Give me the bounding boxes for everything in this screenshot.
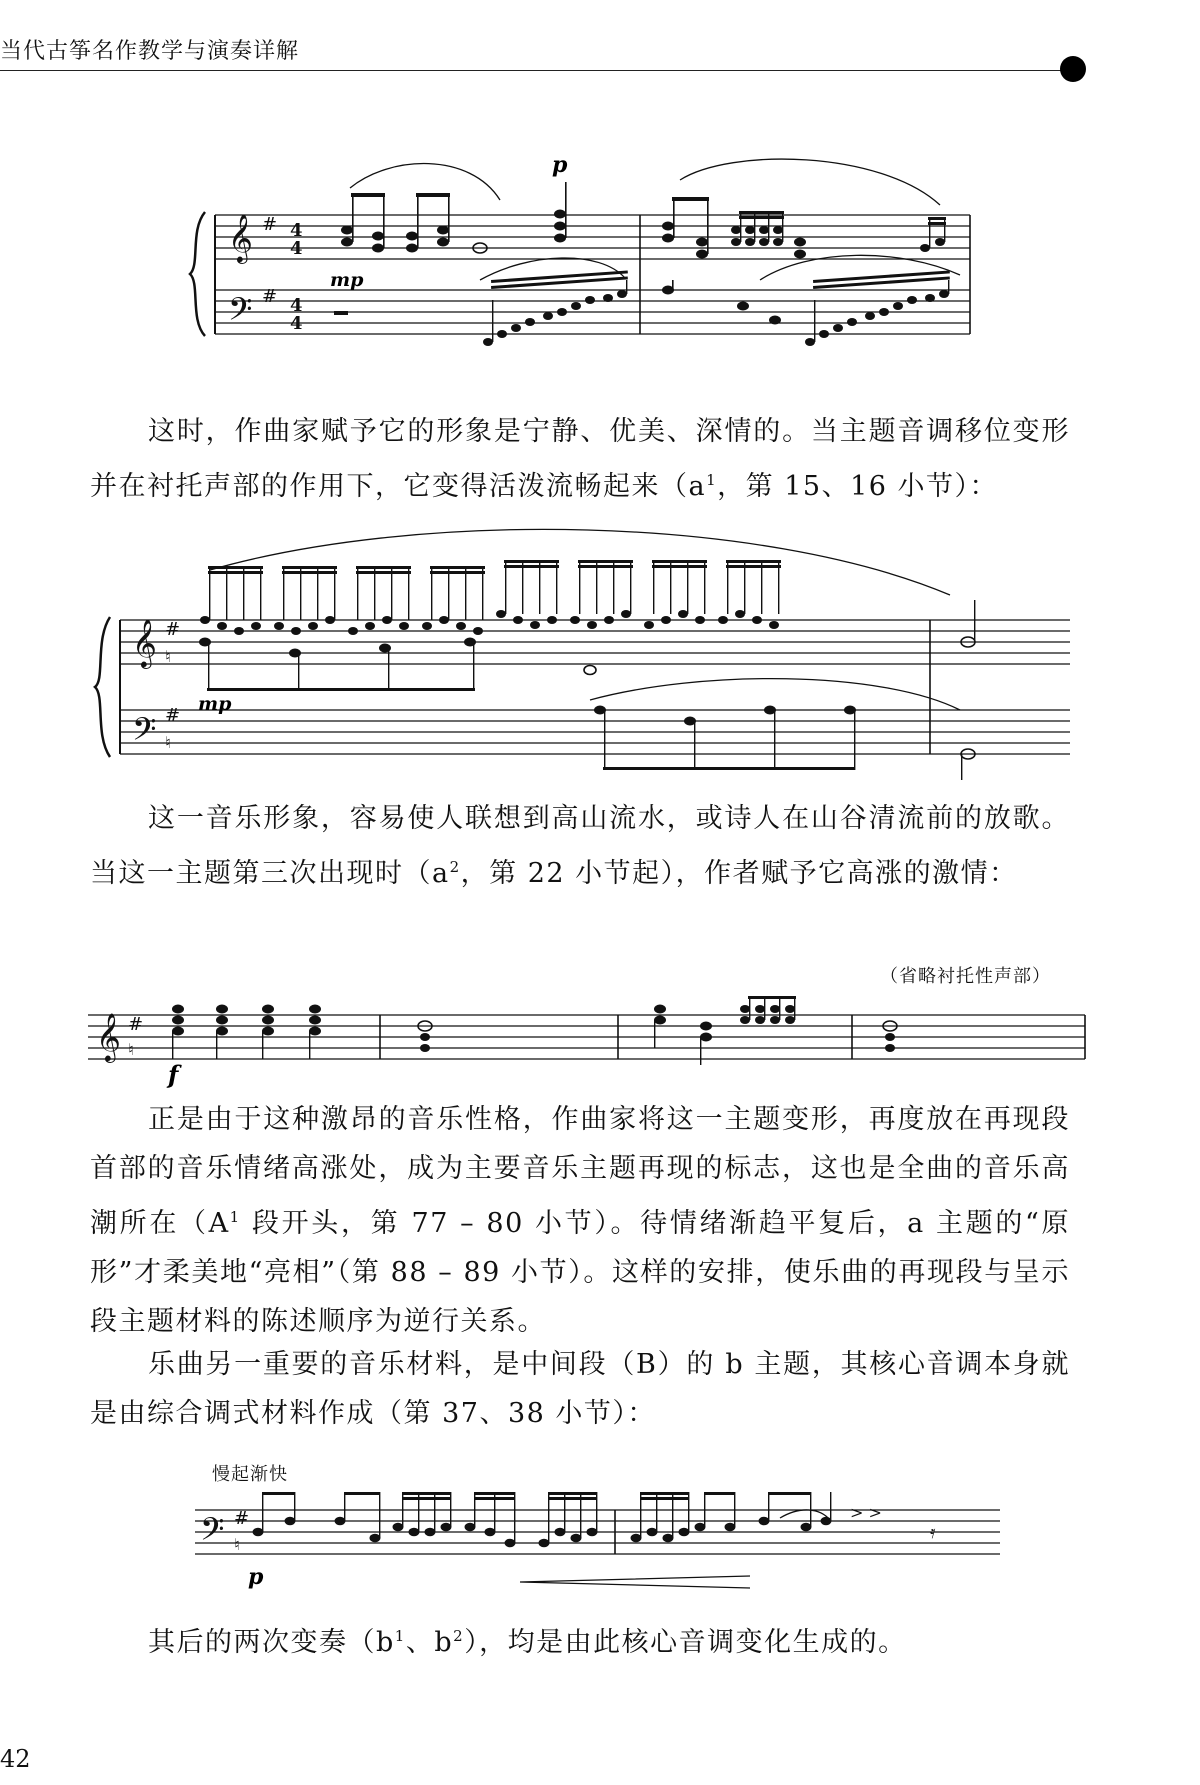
svg-text:♮: ♮	[234, 1535, 240, 1554]
dynamic-p: p	[552, 152, 568, 178]
paragraph-1: 这时，作曲家赋予它的形象是宁静、优美、深情的。当主题音调移位变形并在衬托声部的作用下，它变得活泼流畅起来（$a^1$，第 15、16 小节）：	[90, 416, 1070, 502]
header-rule	[0, 70, 1065, 71]
svg-text:𝄞: 𝄞	[96, 1012, 121, 1061]
svg-text:♮: ♮	[128, 1040, 134, 1059]
svg-text:#: #	[165, 619, 181, 640]
svg-text:4: 4	[290, 295, 303, 316]
paragraph-4: 乐曲另一重要的音乐材料，是中间段（B）的 b 主题，其核心音调本身就是由综合调式材料作成（第 37、38 小节）：	[90, 1349, 1070, 1429]
score-note-omitted-parts: （省略衬托性声部）	[880, 966, 1051, 987]
paragraph-3: 正是由于这种激昂的音乐性格，作曲家将这一主题变形，再度放在再现段首部的音乐情绪高涨处，成为主要音乐主题再现的标志，这也是全曲的音乐高潮所在（$A^1$ 段开头，第 77 – 80 小节）。待情绪渐趋平复后，a 主题的“原形”才柔美地“亮相”（第 88 – 89 小节）。这样的安排，使乐曲的再现段与呈示段主题材料的陈述顺序为逆行关系。	[90, 1104, 1071, 1337]
score-example-2	[0, 520, 1200, 780]
svg-text:𝄞: 𝄞	[132, 618, 157, 667]
header-dot	[1060, 56, 1086, 82]
sixteenth-run	[199, 560, 975, 780]
svg-text:#: #	[234, 1508, 250, 1529]
score-3-chords	[172, 996, 897, 1065]
dynamic-p-2: p	[248, 1564, 264, 1590]
dynamic-mp: mp	[330, 269, 364, 291]
dynamic-mp-2: mp	[198, 693, 232, 715]
svg-text:♮: ♮	[165, 647, 171, 666]
paragraph-5: 其后的两次变奏（$b^1$、$b^2$），均是由此核心音调变化生成的。	[148, 1627, 907, 1658]
score-4-melody	[253, 1492, 832, 1547]
running-header-title: 当代古筝名作教学与演奏详解	[0, 39, 300, 64]
svg-text:𝄢: 𝄢	[200, 1511, 225, 1555]
score-example-4	[0, 1480, 1200, 1610]
paragraph-2: 这一音乐形象，容易使人联想到高山流水，或诗人在山谷清流前的放歌。当这一主题第三次出现时（$a^2$，第 22 小节起），作者赋予它高涨的激情：	[90, 803, 1070, 889]
svg-text:𝄞: 𝄞	[228, 213, 253, 262]
svg-text:#: #	[128, 1014, 144, 1035]
dynamic-f: f	[168, 1060, 179, 1089]
svg-text:4: 4	[290, 220, 303, 241]
svg-text:4: 4	[290, 313, 303, 334]
svg-text:𝄢: 𝄢	[132, 711, 157, 755]
svg-text:#: #	[262, 286, 278, 307]
page-number: 42	[0, 1745, 31, 1773]
svg-text:#: #	[262, 214, 278, 235]
svg-text:#: #	[165, 705, 181, 726]
score-example-3	[0, 985, 1200, 1095]
svg-text:𝄿: 𝄿	[930, 1522, 936, 1543]
svg-text:𝄢: 𝄢	[228, 291, 253, 335]
score-example-1	[0, 130, 1200, 390]
svg-text:4: 4	[290, 238, 303, 259]
svg-text:♮: ♮	[165, 733, 171, 752]
tempo-marking: 慢起渐快	[212, 1464, 288, 1485]
svg-text:> >: > >	[850, 1503, 882, 1522]
